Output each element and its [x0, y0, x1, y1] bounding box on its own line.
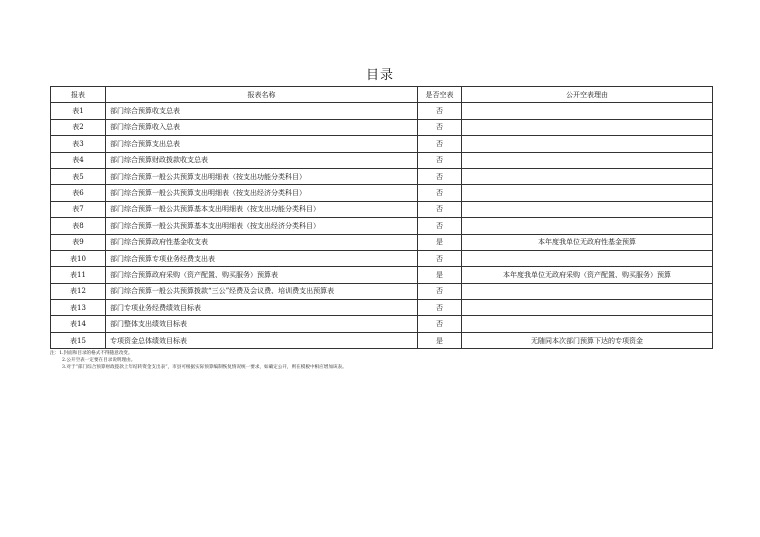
row-name-cell: 部门综合预算一般公共预算支出明细表（按支出经济分类科目） [106, 185, 418, 201]
row-name-cell: 部门综合预算一般公共预算基本支出明细表（按支出功能分类科目） [106, 201, 418, 217]
table-row [51, 218, 713, 234]
table-body [51, 103, 713, 349]
header-reason: 公开空表理由 [462, 87, 713, 103]
row-code-cell: 表5 [51, 168, 106, 184]
row-reason-cell [462, 250, 713, 266]
row-reason-cell [462, 316, 713, 332]
row-code-cell: 表3 [51, 136, 106, 152]
table-header-row [51, 87, 713, 103]
row-code-cell: 表12 [51, 283, 106, 299]
table-row [51, 119, 713, 135]
footnotes [50, 350, 347, 371]
header-name: 报表名称 [106, 87, 418, 103]
footnote-line: 3.对于“部门综合预算财政拨款上年结转资金支出表”，市县可根据实际预算编制恢复情况统一要求，如确定公开，则在模板中相应增加该表。 [62, 365, 347, 370]
table-row [51, 316, 713, 332]
row-is-empty-cell: 是 [418, 234, 462, 250]
row-code-cell: 表6 [51, 185, 106, 201]
row-reason-cell: 本年度我单位无政府采购（资产配置、购买服务）预算 [462, 267, 713, 283]
row-is-empty-cell: 否 [418, 300, 462, 316]
table-row [51, 250, 713, 266]
row-is-empty-cell: 是 [418, 267, 462, 283]
row-code-cell: 表10 [51, 250, 106, 266]
row-is-empty-cell: 否 [418, 152, 462, 168]
row-is-empty-cell: 是 [418, 332, 462, 348]
row-name-cell: 部门综合预算收入总表 [106, 119, 418, 135]
row-name-cell: 部门综合预算政府性基金收支表 [106, 234, 418, 250]
row-is-empty-cell: 否 [418, 201, 462, 217]
row-reason-cell [462, 168, 713, 184]
table-row [51, 332, 713, 348]
row-is-empty-cell: 否 [418, 103, 462, 119]
row-name-cell: 部门综合预算一般公共预算支出明细表（按支出功能分类科目） [106, 168, 418, 184]
header-is-empty: 是否空表 [418, 87, 462, 103]
row-reason-cell [462, 119, 713, 135]
row-name-cell: 部门综合预算收支总表 [106, 103, 418, 119]
row-code-cell: 表15 [51, 332, 106, 348]
footnote-line: 2.公开空表一定要在目录说明理由。 [62, 358, 136, 363]
row-code-cell: 表13 [51, 300, 106, 316]
row-name-cell: 部门综合预算政府采购（资产配置、购买服务）预算表 [106, 267, 418, 283]
catalog-table [50, 86, 713, 349]
row-is-empty-cell: 否 [418, 283, 462, 299]
table-row [51, 168, 713, 184]
table-row [51, 300, 713, 316]
row-is-empty-cell: 否 [418, 250, 462, 266]
row-name-cell: 部门专项业务经费绩效目标表 [106, 300, 418, 316]
row-code-cell: 表8 [51, 218, 106, 234]
row-code-cell: 表14 [51, 316, 106, 332]
row-name-cell: 部门综合预算一般公共预算基本支出明细表（按支出经济分类科目） [106, 218, 418, 234]
row-name-cell: 部门综合预算支出总表 [106, 136, 418, 152]
row-is-empty-cell: 否 [418, 218, 462, 234]
row-reason-cell: 本年度我单位无政府性基金预算 [462, 234, 713, 250]
table-row [51, 152, 713, 168]
row-reason-cell [462, 103, 713, 119]
row-reason-cell [462, 201, 713, 217]
row-name-cell: 部门综合预算专项业务经费支出表 [106, 250, 418, 266]
row-name-cell: 专项资金总体绩效目标表 [106, 332, 418, 348]
row-code-cell: 表4 [51, 152, 106, 168]
table-row [51, 267, 713, 283]
table-row [51, 234, 713, 250]
row-name-cell: 部门整体支出绩效目标表 [106, 316, 418, 332]
row-is-empty-cell: 否 [418, 136, 462, 152]
row-name-cell: 部门综合预算财政拨款收支总表 [106, 152, 418, 168]
row-code-cell: 表2 [51, 119, 106, 135]
row-reason-cell: 无随同本次部门预算下达的专项资金 [462, 332, 713, 348]
row-code-cell: 表1 [51, 103, 106, 119]
table-row [51, 136, 713, 152]
row-is-empty-cell: 否 [418, 119, 462, 135]
row-reason-cell [462, 283, 713, 299]
row-code-cell: 表11 [51, 267, 106, 283]
row-is-empty-cell: 否 [418, 168, 462, 184]
table-row [51, 201, 713, 217]
footnote-line: 注：1.封面和目录的格式不得随意改变。 [50, 351, 133, 356]
page-title: 目录 [365, 68, 394, 83]
row-reason-cell [462, 152, 713, 168]
row-is-empty-cell: 否 [418, 185, 462, 201]
table-row [51, 185, 713, 201]
row-code-cell: 表9 [51, 234, 106, 250]
row-reason-cell [462, 300, 713, 316]
header-code: 报表 [51, 87, 106, 103]
table-row [51, 103, 713, 119]
row-code-cell: 表7 [51, 201, 106, 217]
row-name-cell: 部门综合预算一般公共预算拨款“三公”经费及会议费、培训费支出预算表 [106, 283, 418, 299]
row-is-empty-cell: 否 [418, 316, 462, 332]
table-row [51, 283, 713, 299]
row-reason-cell [462, 136, 713, 152]
row-reason-cell [462, 218, 713, 234]
row-reason-cell [462, 185, 713, 201]
